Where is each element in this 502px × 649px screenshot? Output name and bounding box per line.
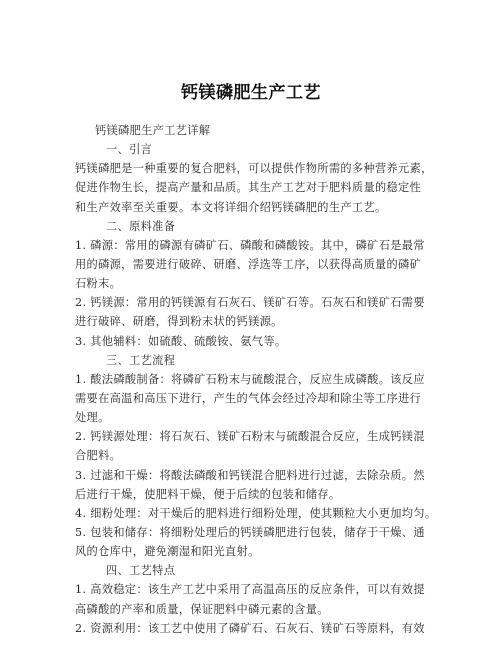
text-line: 3. 过滤和干燥：将酸法磷酸和钙镁混合肥料进行过滤，去除杂质。然 xyxy=(75,468,425,482)
text-line: 2. 钙镁源：常用的钙镁源有石灰石、镁矿石等。石灰石和镁矿石需要 xyxy=(75,296,425,310)
text-line: 4. 细粉处理：对干燥后的肥料进行细粉处理，使其颗粒大小更加均匀。 xyxy=(75,506,437,520)
text-line: 钙镁磷肥是一种重要的复合肥料，可以提供作物所需的多种营养元素， xyxy=(75,162,433,176)
text-line: 2. 资源利用：该工艺中使用了磷矿石、石灰石、镁矿石等原料，有效 xyxy=(75,621,425,635)
text-line: 进行破碎、研磨，得到粉末状的钙镁源。 xyxy=(75,315,283,329)
text-line: 钙镁磷肥生产工艺详解 xyxy=(95,124,211,137)
text-line: 1. 磷源：常用的磷源有磷矿石、磷酸和磷酸铵。其中，磷矿石是最常 xyxy=(75,238,425,252)
text-line: 合肥料。 xyxy=(75,449,122,463)
text-line: 3. 其他辅料：如硫酸、硫酸铵、氨气等。 xyxy=(75,334,287,348)
text-line: 促进作物生长，提高产量和品质。其生产工艺对于肥料质量的稳定性 xyxy=(75,181,422,195)
text-line: 5. 包装和储存：将细粉处理后的钙镁磷肥进行包装，储存于干燥、通 xyxy=(75,525,425,539)
text-line: 处理。 xyxy=(75,411,110,425)
text-line: 高磷酸的产率和质量，保证肥料中磷元素的含量。 xyxy=(75,602,329,616)
document-title: 钙镁磷肥生产工艺 xyxy=(181,83,321,103)
text-line: 需要在高温和高压下进行，产生的气体会经过冷却和除尘等工序进行 xyxy=(75,391,422,405)
text-line: 后进行干燥，使肥料干燥，便于后续的包装和储存。 xyxy=(75,487,341,501)
section-heading: 三、工艺流程 xyxy=(106,353,176,367)
text-line: 用的磷源，需要进行破碎、研磨、浮选等工序，以获得高质量的磷矿 xyxy=(75,257,422,271)
text-line: 1. 高效稳定：该生产工艺中采用了高温高压的反应条件，可以有效提 xyxy=(75,583,425,597)
document-body xyxy=(75,121,435,638)
text-line: 风的仓库中，避免潮湿和阳光直射。 xyxy=(75,545,260,559)
text-line: 1. 酸法磷酸制备：将磷矿石粉末与硫酸混合，反应生成磷酸。该反应 xyxy=(75,372,425,386)
text-line: 和生产效率至关重要。本文将详细介绍钙镁磷肥的生产工艺。 xyxy=(75,200,387,214)
section-heading: 二、原料准备 xyxy=(106,219,176,233)
section-heading: 一、引言 xyxy=(106,143,153,157)
text-line: 2. 钙镁源处理：将石灰石、镁矿石粉末与硫酸混合反应，生成钙镁混 xyxy=(75,430,425,444)
text-line: 石粉末。 xyxy=(75,277,122,291)
section-heading: 四、工艺特点 xyxy=(106,564,176,578)
